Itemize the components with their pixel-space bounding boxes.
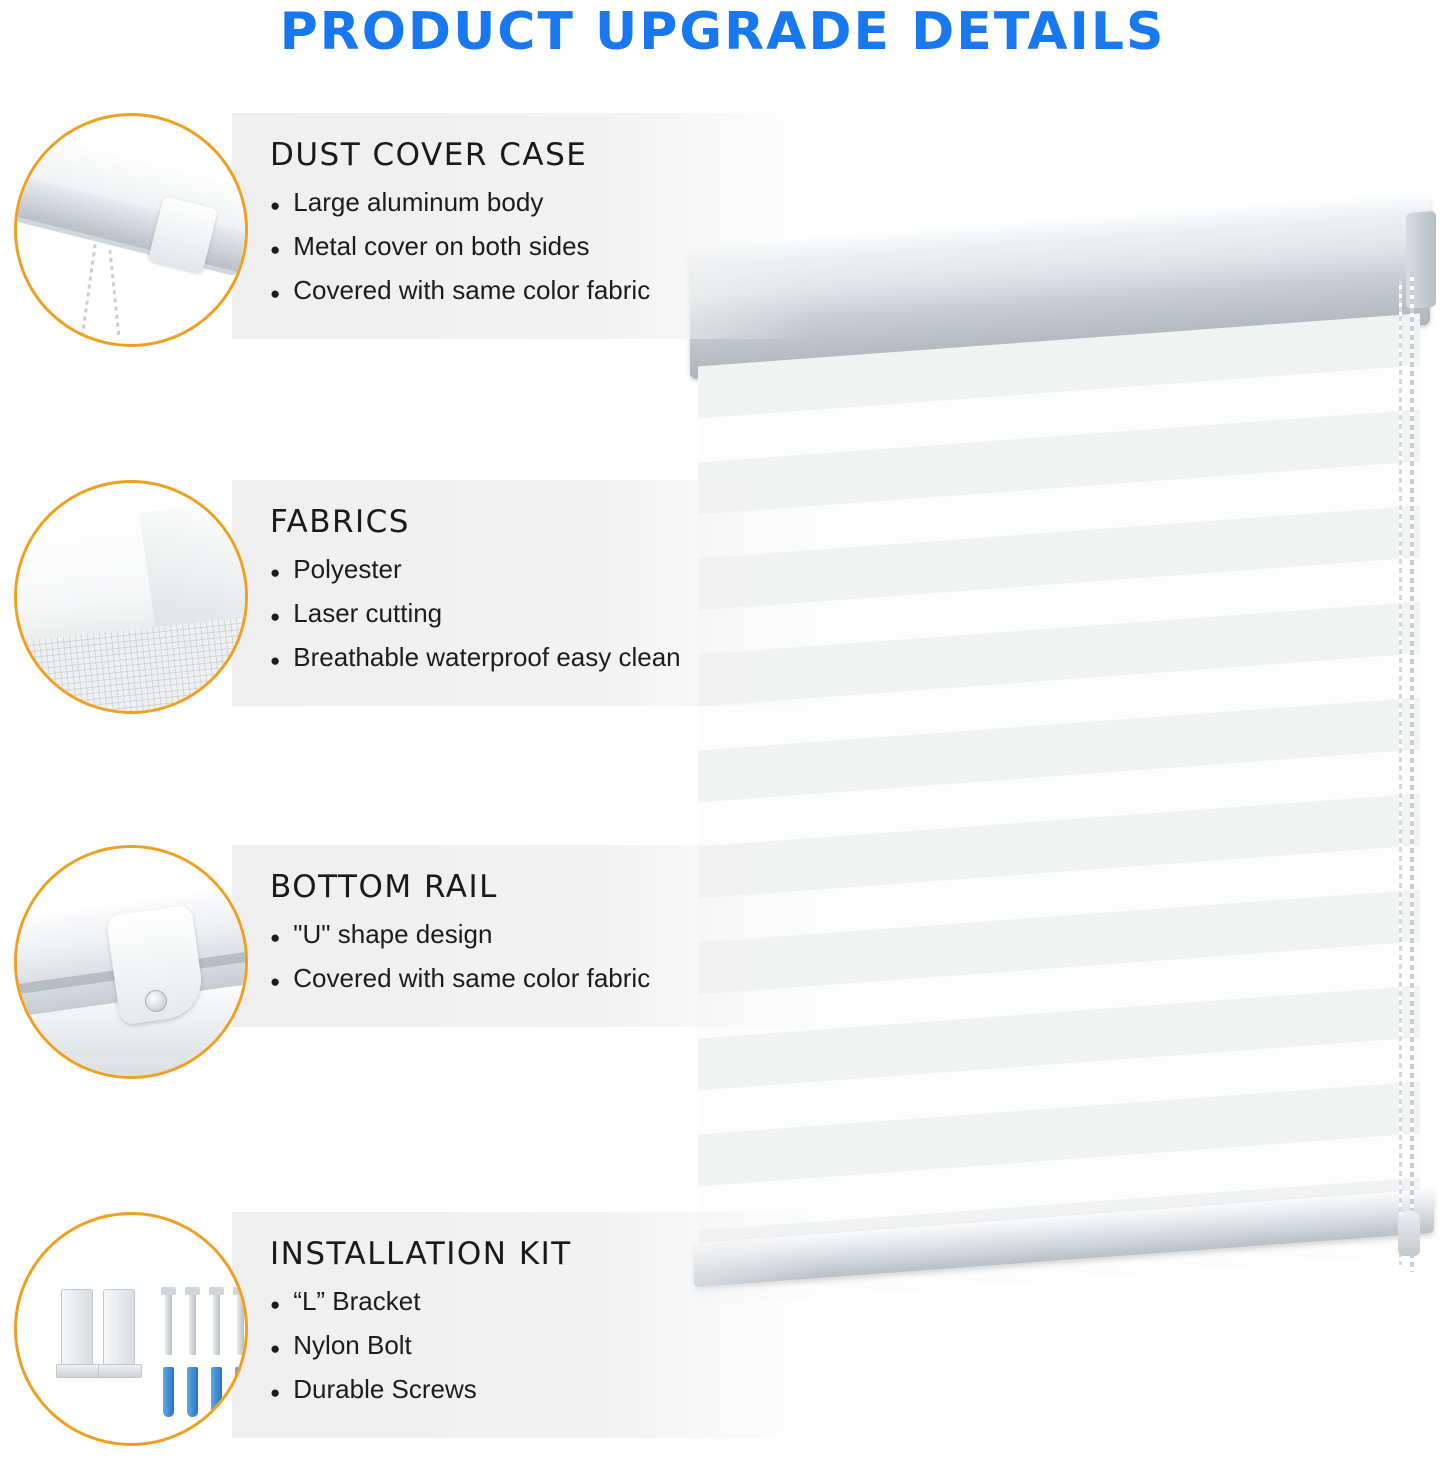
- feature-bullet-list: [270, 554, 790, 673]
- bullet-dot-icon: ●: [270, 972, 281, 991]
- feature-callout-installation-kit: [14, 1212, 816, 1446]
- bullet-dot-icon: ●: [270, 928, 281, 947]
- bullet-dot-icon: ●: [270, 196, 281, 215]
- bullet-text: Durable Screws: [293, 1374, 477, 1404]
- bullet-text: "U" shape design: [293, 919, 493, 949]
- feature-heading: FABRICS: [270, 504, 410, 540]
- chain-weight-icon: [1398, 1210, 1420, 1256]
- feature-bullet-list: [270, 187, 790, 306]
- list-item: [270, 275, 790, 306]
- bullet-dot-icon: ●: [270, 284, 281, 303]
- page-title: PRODUCT UPGRADE DETAILS: [279, 2, 1166, 62]
- feature-bullet-list: [270, 1286, 790, 1405]
- list-item: [270, 598, 790, 629]
- bullet-text: “L” Bracket: [293, 1286, 421, 1316]
- bullet-text: Covered with same color fabric: [293, 963, 651, 993]
- feature-heading: DUST COVER CASE: [270, 137, 588, 173]
- bead-chain-back-icon: [1399, 280, 1402, 1265]
- bullet-dot-icon: ●: [270, 607, 281, 626]
- feature-callout-dust-cover-case: [14, 113, 816, 347]
- bottom-rail-photo-icon: [14, 845, 248, 1079]
- feature-panel: [232, 113, 816, 339]
- bullet-dot-icon: ●: [270, 563, 281, 582]
- list-item: [270, 1330, 790, 1361]
- list-item: [270, 1374, 790, 1405]
- list-item: [270, 1286, 790, 1317]
- bullet-text: Polyester: [293, 554, 402, 584]
- bullet-dot-icon: ●: [270, 240, 281, 259]
- list-item: [270, 963, 790, 994]
- feature-panel: [232, 480, 816, 706]
- feature-heading: BOTTOM RAIL: [270, 869, 498, 905]
- product-image: [676, 200, 1436, 1320]
- bullet-text: Laser cutting: [293, 598, 443, 628]
- feature-callout-fabrics: [14, 480, 816, 714]
- list-item: [270, 554, 790, 585]
- bullet-text: Nylon Bolt: [293, 1330, 412, 1360]
- feature-panel: [232, 1212, 816, 1438]
- list-item: [270, 187, 790, 218]
- headrail-photo-icon: [14, 113, 248, 347]
- feature-panel: [232, 845, 816, 1027]
- list-item: [270, 231, 790, 262]
- bullet-text: Covered with same color fabric: [293, 275, 651, 305]
- bullet-text: Breathable waterproof easy clean: [293, 642, 681, 672]
- fabric-photo-icon: [14, 480, 248, 714]
- bead-chain-icon: [1410, 272, 1414, 1272]
- bullet-dot-icon: ●: [270, 651, 281, 670]
- feature-bullet-list: [270, 919, 790, 994]
- bullet-dot-icon: ●: [270, 1383, 281, 1402]
- list-item: [270, 919, 790, 950]
- installation-kit-photo-icon: [14, 1212, 248, 1446]
- bullet-dot-icon: ●: [270, 1295, 281, 1314]
- bullet-text: Metal cover on both sides: [293, 231, 590, 261]
- feature-heading: INSTALLATION KIT: [270, 1236, 572, 1272]
- fabric-part: [698, 313, 1420, 1306]
- bullet-dot-icon: ●: [270, 1339, 281, 1358]
- feature-callout-bottom-rail: [14, 845, 816, 1079]
- list-item: [270, 642, 790, 673]
- bullet-text: Large aluminum body: [293, 187, 544, 217]
